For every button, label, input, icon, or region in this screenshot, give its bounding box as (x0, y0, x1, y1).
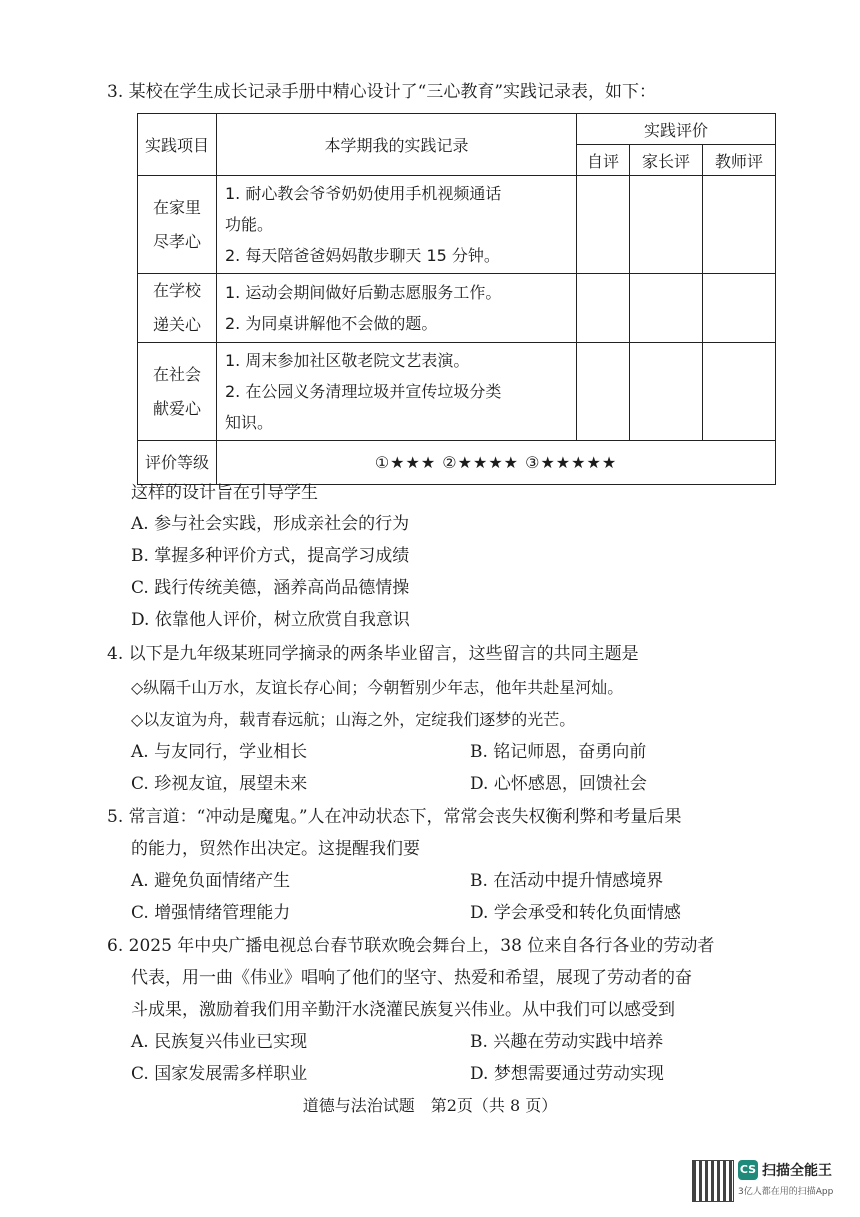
qr-code-icon (692, 1160, 734, 1202)
q3-option-a: A. 参与社会实践，形成亲社会的行为 (131, 514, 410, 534)
record-line: 1. 周末参加社区敬老院文艺表演。 (225, 351, 470, 370)
q3-prompt: 这样的设计旨在引导学生 (131, 483, 318, 503)
eval-teacher-cell (703, 176, 776, 274)
q4-option-a: A. 与友同行，学业相长 (131, 742, 308, 762)
q5-option-d: D. 学会承受和转化负面情感 (470, 903, 681, 923)
practice-record-table (137, 113, 776, 485)
scanner-watermark (688, 1158, 838, 1206)
grade-values: ①★★★ ②★★★★ ③★★★★★ (217, 441, 776, 485)
q3-option-c: C. 践行传统美德，涵养高尚品德情操 (131, 578, 410, 598)
q3-option-b: B. 掌握多种评价方式，提高学习成绩 (131, 546, 410, 566)
table-row (138, 176, 776, 274)
record-line: 功能。 (225, 215, 274, 234)
row-item-line: 在社会 (152, 364, 201, 384)
q6-option-b: B. 兴趣在劳动实践中培养 (470, 1032, 664, 1052)
record-line: 1. 运动会期间做好后勤志愿服务工作。 (225, 283, 502, 302)
row-item-school (138, 274, 217, 343)
eval-parent-cell (630, 274, 703, 343)
table-row (138, 274, 776, 343)
record-line: 2. 每天陪爸爸妈妈散步聊天 15 分钟。 (225, 246, 500, 265)
q3-stem: 3. 某校在学生成长记录手册中精心设计了“三心教育”实践记录表，如下： (107, 82, 657, 102)
eval-parent-cell (630, 176, 703, 274)
record-line: 2. 在公园义务清理垃圾并宣传垃圾分类 (225, 382, 502, 401)
q4-quote-2: ◇以友谊为舟，载青春远航；山海之外，定绽我们逐梦的光芒。 (131, 710, 576, 729)
q6-stem-line-2: 代表，用一曲《伟业》唱响了他们的坚守、热爱和希望，展现了劳动者的奋 (131, 968, 692, 988)
page-footer: 道德与法治试题 第2页（共 8 页） (302, 1096, 558, 1115)
row-record-school (217, 274, 577, 343)
eval-self-cell (577, 343, 630, 441)
q4-option-d: D. 心怀感恩，回馈社会 (470, 774, 647, 794)
q5-stem-line-1: 5. 常言道：“冲动是魔鬼。”人在冲动状态下，常常会丧失权衡利弊和考量后果 (107, 807, 682, 827)
q3-option-d: D. 依靠他人评价，树立欣赏自我意识 (131, 610, 410, 630)
scanner-app-name: 扫描全能王 (762, 1163, 832, 1179)
row-item-home (138, 176, 217, 274)
row-item-line: 递关心 (152, 315, 201, 334)
q5-option-a: A. 避免负面情绪产生 (131, 871, 291, 891)
header-eval: 实践评价 (577, 114, 776, 145)
eval-teacher-cell (703, 343, 776, 441)
q6-stem-line-3: 斗成果，激励着我们用辛勤汗水浇灌民族复兴伟业。从中我们可以感受到 (131, 1000, 675, 1020)
q5-option-c: C. 增强情绪管理能力 (131, 903, 291, 923)
record-line: 1. 耐心教会爷爷奶奶使用手机视频通话 (225, 184, 502, 203)
header-parent: 家长评 (630, 145, 703, 176)
scanner-tagline: 3亿人都在用的扫描App (738, 1187, 834, 1197)
table-row (138, 441, 776, 485)
q6-option-d: D. 梦想需要通过劳动实现 (470, 1064, 664, 1084)
record-line: 知识。 (225, 413, 274, 432)
row-item-line: 在家里 (152, 197, 201, 217)
record-line: 2. 为同桌讲解他不会做的题。 (225, 314, 438, 333)
q4-stem: 4. 以下是九年级某班同学摘录的两条毕业留言，这些留言的共同主题是 (107, 644, 639, 664)
table-row (138, 343, 776, 441)
row-item-line: 献爱心 (152, 398, 201, 418)
eval-self-cell (577, 274, 630, 343)
grade-label: 评价等级 (138, 441, 217, 485)
q4-quote-1: ◇纵隔千山万水，友谊长存心间；今朝暂别少年志，他年共赴星河灿。 (131, 678, 624, 697)
q4-option-c: C. 珍视友谊，展望未来 (131, 774, 308, 794)
eval-self-cell (577, 176, 630, 274)
q6-stem-line-1: 6. 2025 年中央广播电视总台春节联欢晚会舞台上，38 位来自各行各业的劳动者 (107, 936, 715, 956)
q4-option-b: B. 铭记师恩，奋勇向前 (470, 742, 647, 762)
camscanner-logo-icon: CS (738, 1160, 758, 1180)
row-item-line: 在学校 (152, 281, 201, 300)
eval-teacher-cell (703, 274, 776, 343)
header-item: 实践项目 (138, 114, 217, 176)
q6-option-a: A. 民族复兴伟业已实现 (131, 1032, 308, 1052)
q5-option-b: B. 在活动中提升情感境界 (470, 871, 664, 891)
row-record-home (217, 176, 577, 274)
row-item-line: 尽孝心 (152, 231, 201, 251)
q6-option-c: C. 国家发展需多样职业 (131, 1064, 308, 1084)
eval-parent-cell (630, 343, 703, 441)
header-self: 自评 (577, 145, 630, 176)
q5-stem-line-2: 的能力，贸然作出决定。这提醒我们要 (131, 839, 420, 859)
header-record: 本学期我的实践记录 (217, 114, 577, 176)
row-item-society (138, 343, 217, 441)
row-record-society (217, 343, 577, 441)
header-teacher: 教师评 (703, 145, 776, 176)
